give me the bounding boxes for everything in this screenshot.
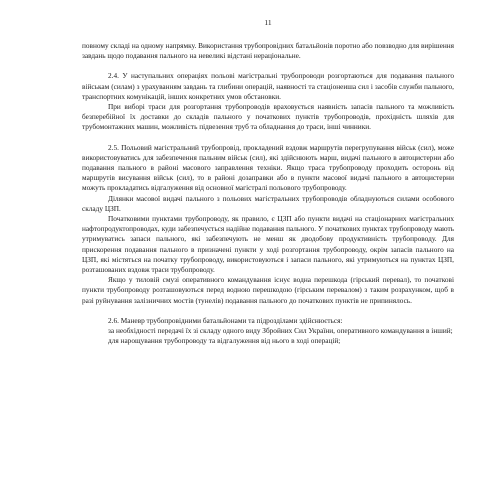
paragraph: 2.4. У наступальних операціях польові магістральні трубопроводи розгортаються для подавання пального військам (силам) з урахуванням завдань та глибини операцій, наявності та стаціонеиша сил і засобів служби пального, транспортних комунікацій, інших конкретних умов обстановки.: [82, 71, 454, 101]
paragraph: Початковими пунктами трубопроводу, як правило, є ЦЗП або пункти видачі на стаціонарних магістральних нафтопродуктопроводах, куди забезпечується надійне подавання пального. У початкових пунктах трубопроводу мають утримуватись запаси пального, які забезпечують не менш як дводобову продуктивність трубопроводу. Для прискорення подавання пального в призначені пункти у ході розгортання трубопроводу, окрім запасів пального на ЦЗП, які містяться на початку трубопроводу, використовуються і запаси пального, які утримуються на пунктах ЦЗП, розташованих вздовж траси трубопроводу.: [82, 214, 454, 275]
paragraph: 2.5. Польовий магістральний трубопровід, прокладений вздовж маршрутів перегрупування військ (сил), може використовуватись для забезпечення пальним військ (сил), які здійснюють марш, видачі пального в автоцистерни або подавання пального в районі масового заправлення техніки. Якщо траса трубопроводу проходить осторонь від маршрутів висування військ (сил), то в районі дозаправки або в пункти масової видачі пального в автоцистерни можуть прокладатись відгалуження від основної магістралі польового трубопроводу.: [82, 142, 454, 193]
paragraph: Ділянки масової видачі пального з польових магістральних трубопроводів обладнуються силами особового складу ЦЗП.: [82, 193, 454, 213]
paragraph: Якщо у тиловій смузі оперативного командування існує водна перешкода (гірський перевал), то початкові пункти трубопроводу розташовуються перед водною перешкодою (гірським перевалом) з таким розрахунком, щоб в разі руйнування залізничних мостів (тунелів) подавання пального до початкових пунктів не припинялось.: [82, 275, 454, 305]
document-body: [82, 41, 454, 346]
paragraph: 2.6. Маневр трубопровідними батальйонами та підрозділами здійснюється:: [108, 315, 343, 325]
paragraph: для нарощування трубопроводу та відгалуження від нього в ході операцій;: [108, 336, 341, 346]
paragraph: При виборі траси для розгортання трубопроводів враховується наявність запасів пального та можливість безперебійної їх доставки до складів пального у початкових пунктів трубопроводів, прохідність шляхів для трубомонтажних машин, можливість підвезення труб та обладнання до траси, інші чинники.: [82, 102, 454, 132]
page-number: 11: [264, 18, 272, 27]
paragraph: повному складі на одному напрямку. Використання трубопровідних батальйонів поротно або повзводно для вирішення завдань щодо подавання пального на невеликі відстані нераціональне.: [82, 41, 454, 61]
paragraph: за необхідності передачі їх зі складу одного виду Збройних Сил України, оперативного командування в інший;: [108, 326, 453, 336]
